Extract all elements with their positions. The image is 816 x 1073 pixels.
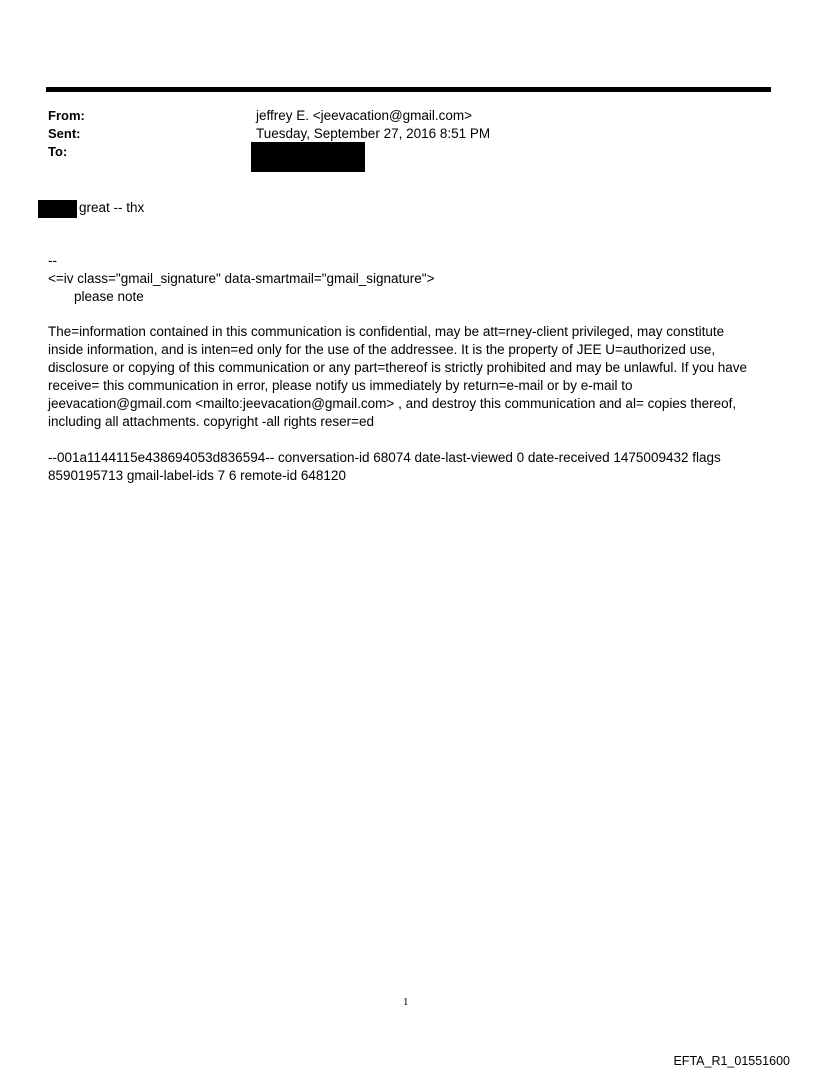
to-label: To:: [48, 144, 68, 159]
greeting-text: great -- thx: [79, 200, 145, 215]
metadata-line: --001a1144115e438694053d836594-- conversation-id 68074 date-last-viewed 0 date-received 1475009432 flags: [48, 450, 721, 465]
from-value: jeffrey E. <jeevacation@gmail.com>: [256, 108, 473, 123]
please-note-text: please note: [74, 289, 144, 304]
sent-label: Sent:: [48, 126, 81, 141]
from-label: From:: [48, 108, 85, 123]
signature-separator: --: [48, 253, 57, 268]
disclaimer-line: jeevacation@gmail.com <mailto:jeevacation@gmail.com> , and destroy this communication and al= copies thereof,: [48, 396, 737, 411]
to-redaction: [251, 142, 365, 172]
sent-value: Tuesday, September 27, 2016 8:51 PM: [256, 126, 491, 141]
signature-div-text: <=iv class="gmail_signature" data-smartmail="gmail_signature">: [48, 271, 435, 286]
disclaimer-line: receive= this communication in error, please notify us immediately by return=e-mail or by e-mail to: [48, 378, 633, 393]
disclaimer-paragraph: [48, 323, 760, 431]
bates-number: EFTA_R1_01551600: [673, 1054, 790, 1068]
page-number: 1: [403, 996, 409, 1008]
disclaimer-line: The=information contained in this communication is confidential, may be att=rney-client privileged, may constitute: [48, 324, 725, 339]
disclaimer-line: disclosure or copying of this communication or any part=thereof is strictly prohibited and may be unlawful. If you have: [48, 360, 747, 375]
metadata-line: 8590195713 gmail-label-ids 7 6 remote-id 648120: [48, 468, 346, 483]
disclaimer-line: inside information, and is inten=ed only for the use of the addressee. It is the property of JEE U=authorized use,: [48, 342, 716, 357]
header-rule: [46, 87, 771, 92]
recipient-redaction: [38, 200, 77, 218]
disclaimer-line: including all attachments. copyright -all rights reser=ed: [48, 414, 375, 429]
metadata-paragraph: [48, 449, 760, 485]
